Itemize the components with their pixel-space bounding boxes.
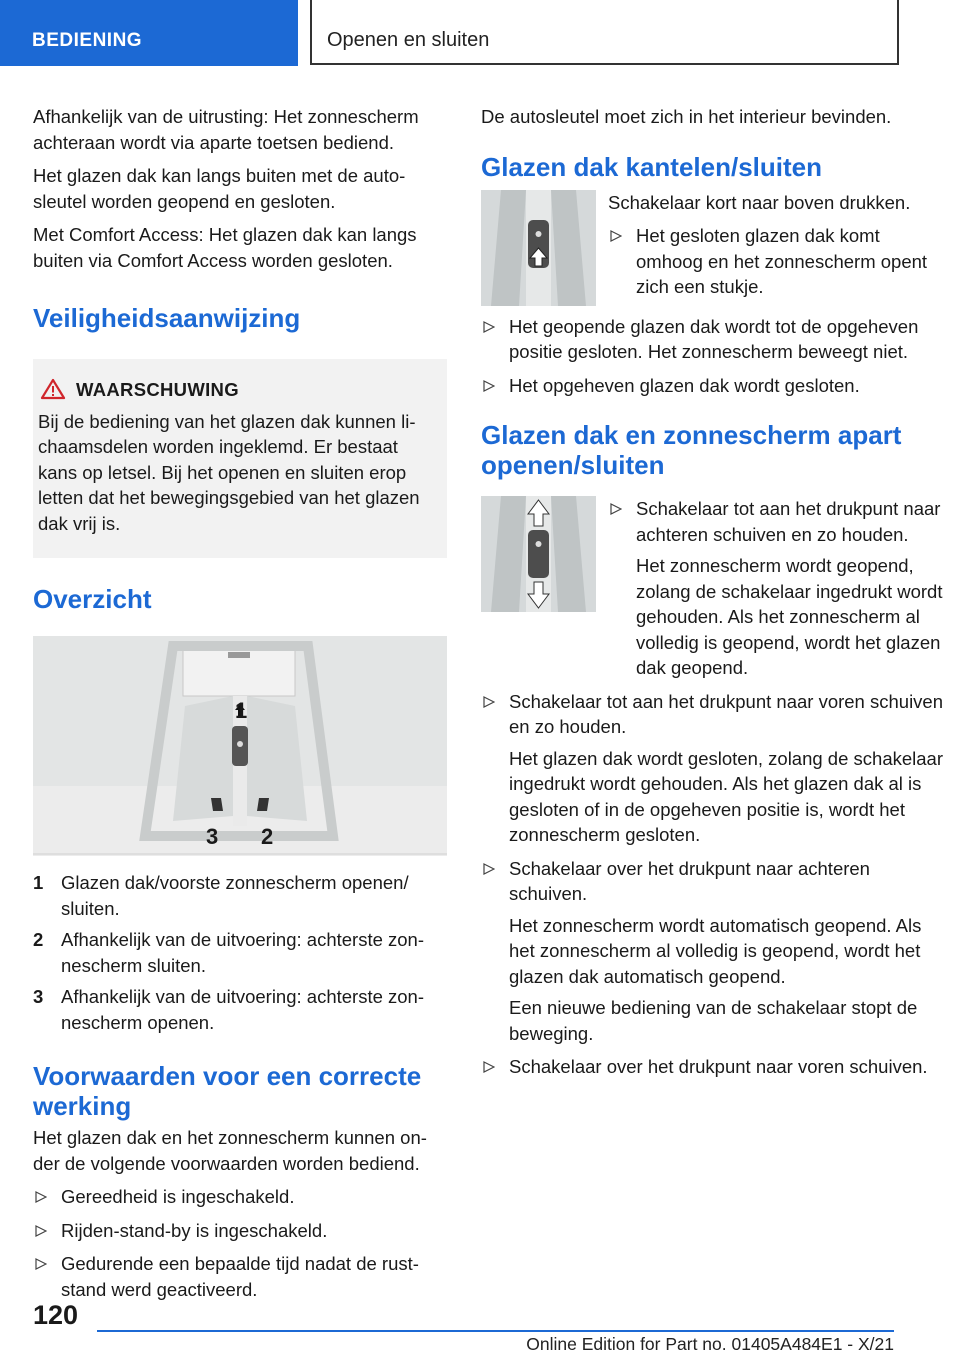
bullet-triangle-icon (483, 1061, 495, 1073)
legend-item (33, 927, 447, 978)
edition-note: Online Edition for Part no. 01405A484E1 - X/21 (526, 1334, 894, 1354)
warning-text: Bij de bediening van het glazen dak kunnen lichaamsdelen worden ingeklemd. Er bestaat kans op letsel. Bij het openen en sluiten erop letten dat het bewegingsgebied van het glazen dak vrij is. (38, 410, 420, 534)
bullet-triangle-icon (483, 321, 495, 333)
roof-console-image (33, 636, 447, 856)
switch-slide-image (481, 496, 596, 612)
legend-number: 3 (33, 986, 44, 1007)
list-item: Schakelaar tot aan het drukpunt naar voren schuiven en zo houden. Het glazen dak wordt gesloten, zolang de schakelaar ingedrukt wordt gehouden. Als het glazen dak al is gesloten of in de opgeheven positie is, wordt het zonnescherm gesloten. (481, 689, 951, 848)
bullet-triangle-icon (610, 230, 622, 242)
callout-2: 2 (261, 824, 274, 849)
legend-number: 1 (33, 872, 44, 893)
right-column (481, 104, 951, 1088)
left-column (33, 104, 447, 1310)
tilt-intro: Schakelaar kort naar boven drukken. (608, 191, 911, 213)
legend-item (33, 984, 447, 1035)
legend-text: Glazen dak/voorste zonnescherm openen/ sluiten. (61, 872, 409, 919)
footer-rule (97, 1330, 894, 1332)
list-item-detail: Het glazen dak wordt gesloten, zolang de schakelaar ingedrukt wordt gehouden. Als het glazen dak al is gesloten of in de opgeheven positie is, wordt het zonnescherm gesloten. (509, 747, 943, 845)
legend-item (33, 870, 447, 921)
list-item: Gedurende een bepaalde tijd nadat de ruststand werd geactiveerd. (33, 1251, 447, 1302)
list-item: Het opgeheven glazen dak wordt gesloten. (481, 373, 951, 399)
apart-list-nested (608, 496, 951, 689)
bullet-triangle-icon (610, 503, 622, 515)
tilt-heading: Glazen dak kantelen/sluiten (481, 151, 822, 182)
legend-list (33, 870, 447, 1035)
warning-title-row (76, 377, 435, 403)
tilt-list (481, 314, 951, 399)
chapter-title: Openen en sluiten (327, 29, 490, 51)
tilt-block (481, 190, 951, 314)
warning-triangle-icon (40, 378, 66, 400)
warning-box (33, 359, 447, 558)
safety-heading: Veiligheidsaanwijzing (33, 303, 301, 333)
bullet-triangle-icon (35, 1191, 47, 1203)
list-item-detail: Het zonnescherm wordt geopend, zolang de schakelaar ingedrukt wordt gehouden. Als het zonnescherm al volledig is geopend, wordt het glazen dak geopend. (636, 555, 943, 678)
chapter-header (310, 0, 899, 65)
bullet-triangle-icon (35, 1225, 47, 1237)
list-item: Gereedheid is ingeschakeld. (33, 1184, 447, 1210)
intro-paragraph: De autosleutel moet zich in het interieur bevinden. (481, 106, 892, 127)
list-item: Schakelaar over het drukpunt naar achteren schuiven. Het zonnescherm wordt automatisch geopend. Als het zonnescherm al volledig is geopend, wordt het glazen dak automatisch geopend. Een nieuwe bediening van de schakelaar stopt de beweging. (481, 856, 951, 1047)
switch-up-image (481, 190, 596, 306)
legend-number: 2 (33, 929, 44, 950)
roof-console-illustration (33, 636, 447, 856)
callout-3: 3 (206, 824, 219, 849)
conditions-heading: Voorwaarden voor een correcte werking (33, 1061, 422, 1121)
bullet-triangle-icon (483, 380, 495, 392)
section-title: BEDIENING (32, 30, 143, 51)
list-item-detail: Een nieuwe bediening van de schakelaar stopt de beweging. (509, 997, 918, 1044)
legend-text: Afhankelijk van de uitvoering: achterste zonnescherm sluiten. (61, 929, 425, 976)
list-item-detail: Het zonnescherm wordt automatisch geopend. Als het zonnescherm al volledig is geopend, wordt het glazen dak automatisch geopend. (509, 914, 922, 987)
apart-heading: Glazen dak en zonnescherm apart openen/sluiten (481, 420, 902, 480)
list-item: Schakelaar tot aan het drukpunt naar achteren schuiven en zo houden. Het zonnescherm wordt geopend, zolang de schakelaar ingedrukt wordt gehouden. Als het zonnescherm al volledig is geopend, wordt het glazen dak geopend. (608, 496, 951, 681)
callout-1: 1 (235, 698, 248, 723)
bullet-triangle-icon (483, 696, 495, 708)
conditions-intro: Het glazen dak en het zonnescherm kunnen onder de volgende voorwaarden worden bediend. (33, 1127, 427, 1174)
conditions-list (33, 1184, 447, 1302)
list-item: Schakelaar over het drukpunt naar voren schuiven. (481, 1054, 951, 1080)
list-item: Het geopende glazen dak wordt tot de opgeheven positie gesloten. Het zonnescherm beweegt niet. (481, 314, 951, 365)
bullet-triangle-icon (35, 1258, 47, 1270)
intro-paragraph: Het glazen dak kan langs buiten met de autosleutel worden geopend en gesloten. (33, 165, 406, 212)
page-number: 120 (33, 1300, 79, 1330)
intro-paragraph: Afhankelijk van de uitrusting: Het zonnescherm achteraan wordt via aparte toetsen bediend. (33, 106, 419, 153)
overview-heading: Overzicht (33, 584, 152, 614)
list-item: Het gesloten glazen dak komt omhoog en het zonnescherm opent zich een stukje. (608, 223, 951, 300)
section-tab (0, 0, 298, 66)
bullet-triangle-icon (483, 863, 495, 875)
apart-block (481, 496, 951, 689)
apart-list (481, 689, 951, 1080)
intro-paragraph: Met Comfort Access: Het glazen dak kan langs buiten via Comfort Access worden gesloten. (33, 224, 417, 271)
legend-text: Afhankelijk van de uitvoering: achterste zonnescherm openen. (61, 986, 425, 1033)
warning-title: WAARSCHUWING (76, 379, 239, 400)
tilt-list-nested (608, 223, 951, 308)
list-item: Rijden-stand-by is ingeschakeld. (33, 1218, 447, 1244)
